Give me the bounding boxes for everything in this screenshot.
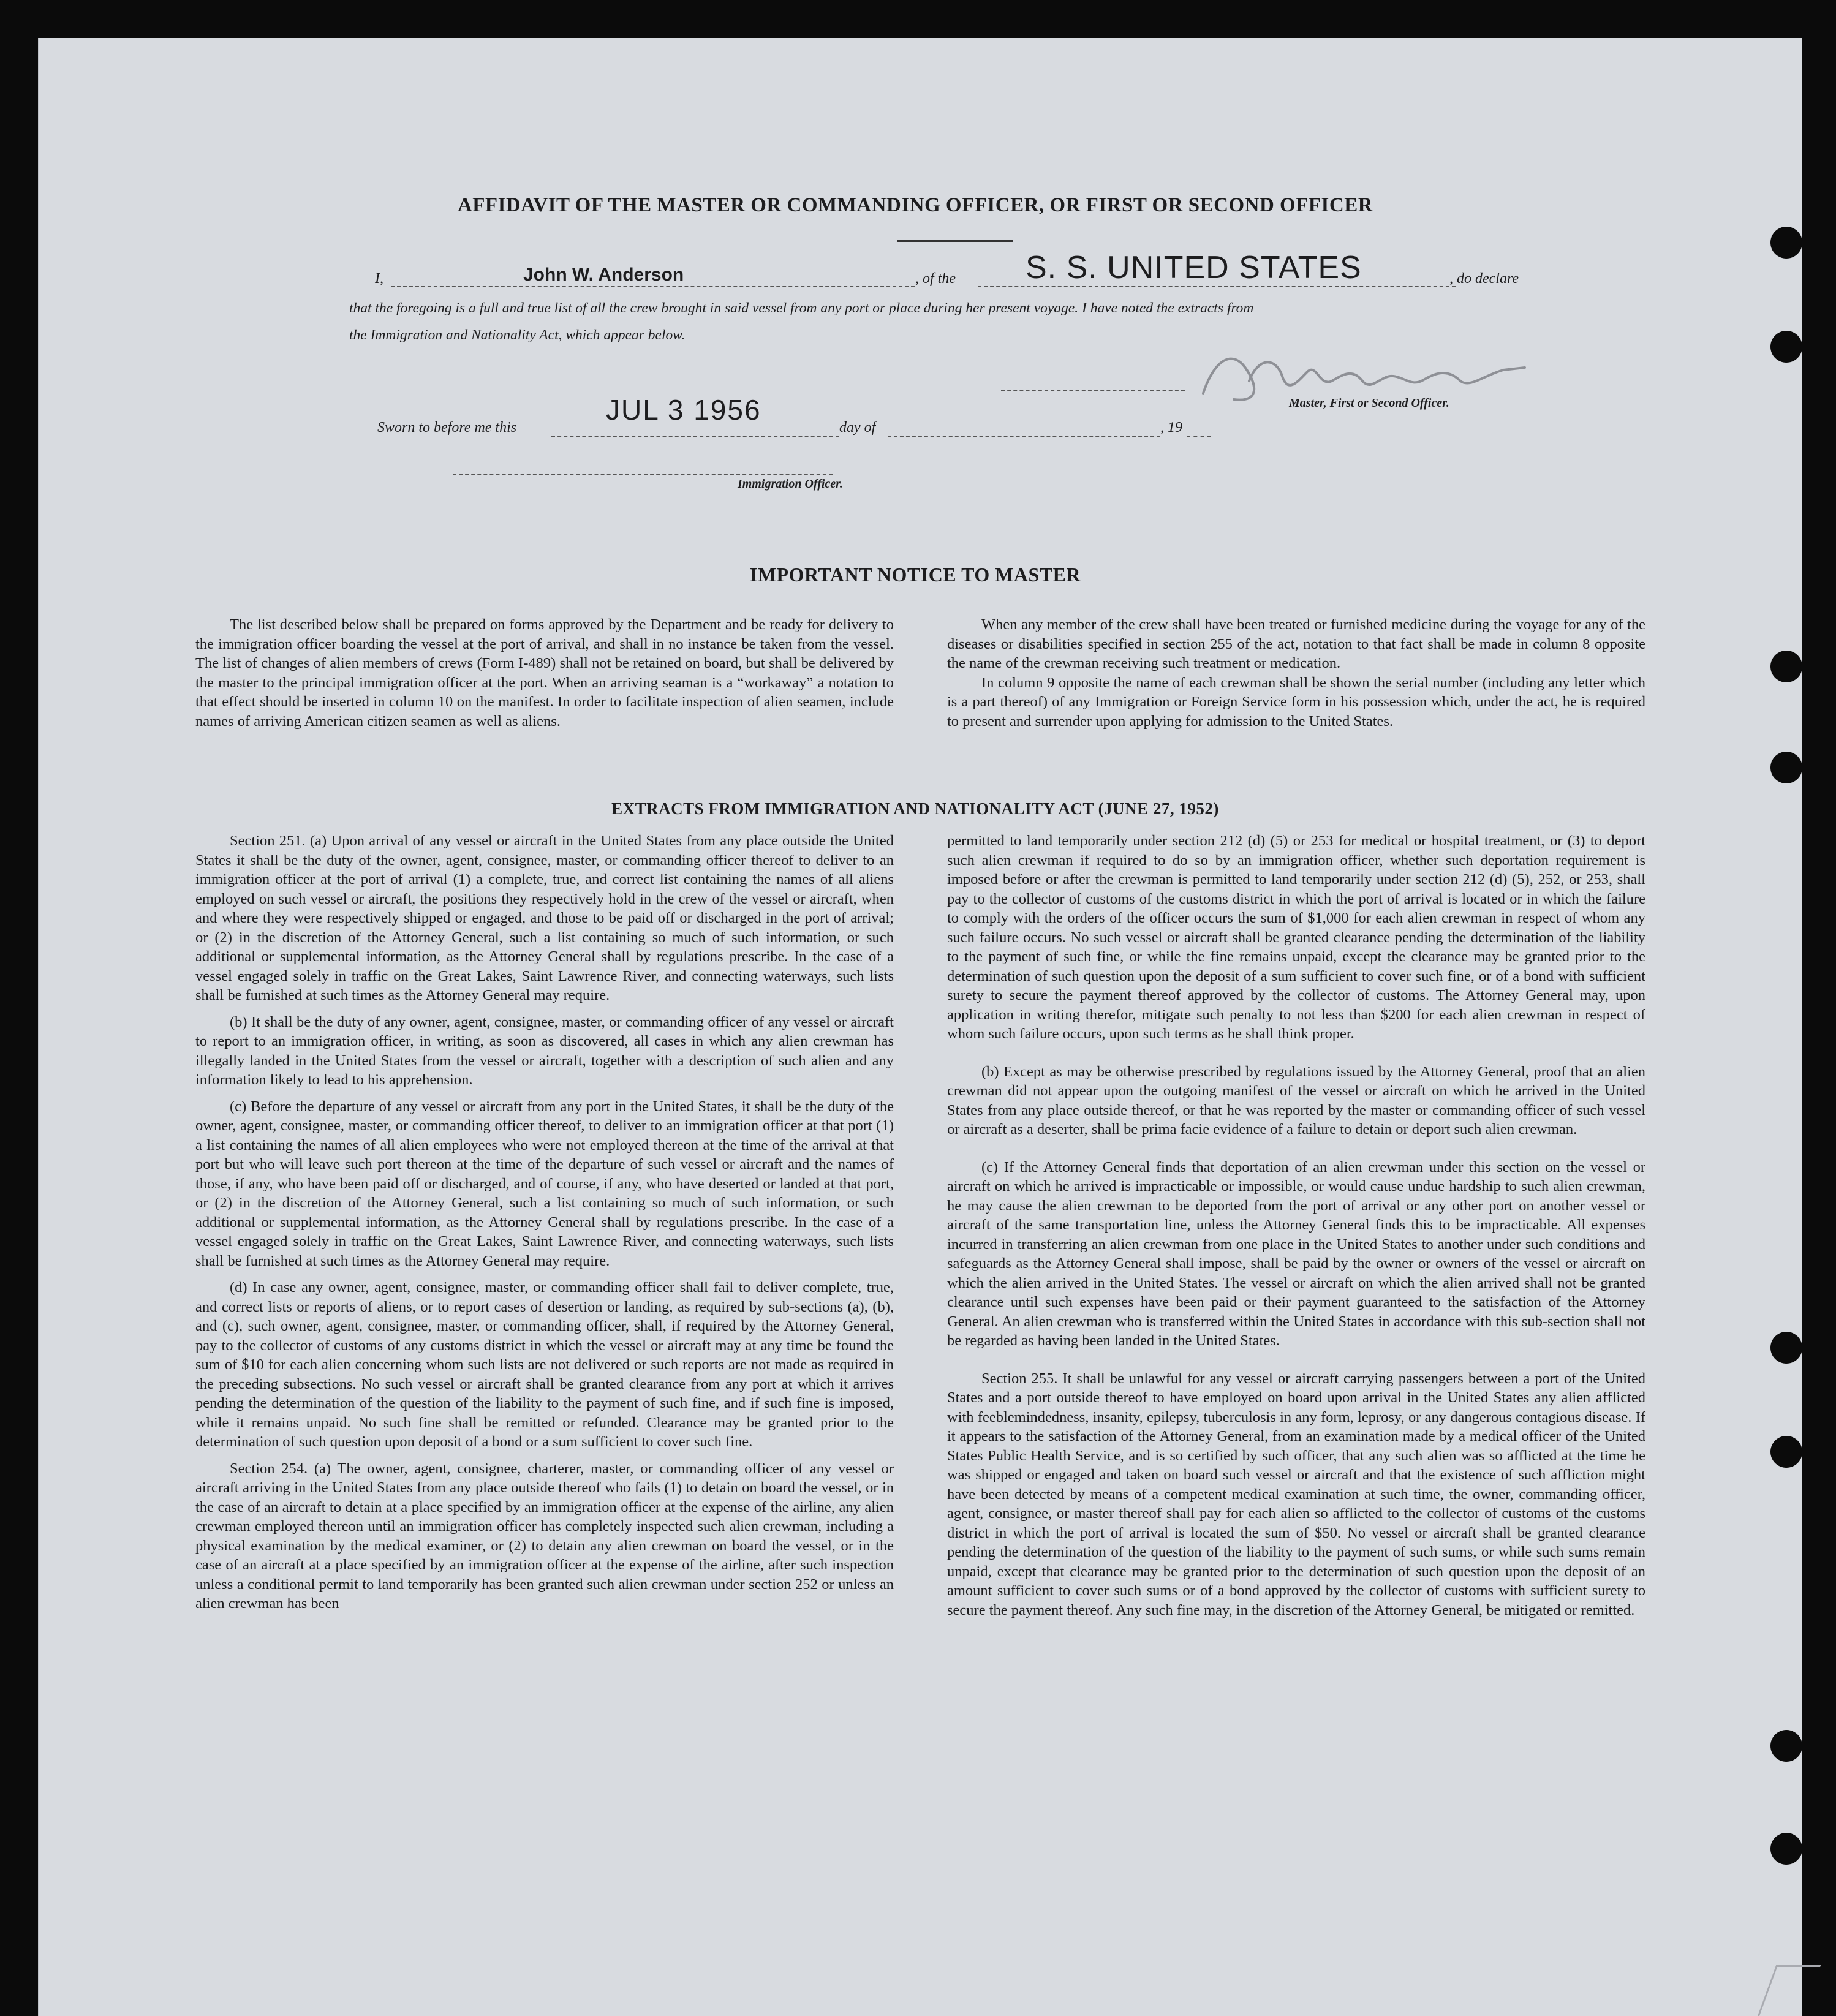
affidavit-statement-1: that the foregoing is a full and true list of all the crew brought in said vessel from any port or place during her present voyage. I have noted the extracts from bbox=[349, 300, 1254, 316]
section-251a: Section 251. (a) Upon arrival of any vessel or aircraft in the United States from any place outside the United States it shall be the duty of the owner, agent, consignee, master, or commanding officer thereof to deliver to an immigration officer at the port of arrival (1) a complete, true, and correct list containing the names of all aliens employed on such vessel or aircraft, the positions they respectively hold in the crew of the vessel or aircraft, when and where they were respectively shipped or engaged, and those to be paid off or discharged in the port of arrival; or (2) in the discretion of the Attorney General, such a list containing so much of such information, or such additional or supplemental information, as the Attorney General shall by regulations prescribe. In the case of a vessel engaged solely in traffic on the Great Lakes, Saint Lawrence River, and connecting waterways, such lists shall be furnished at such times as the Attorney General may require. bbox=[195, 832, 894, 1003]
of-the-label: , of the bbox=[915, 271, 956, 287]
notice-right-paragraph-2: In column 9 opposite the name of each crewman shall be shown the serial number (including any letter which is a part thereof) of any Immigration or Foreign Service form in his possession which, under the act, he is required to present and surrender upon applying for admission to the United States. bbox=[947, 674, 1645, 730]
punch-hole bbox=[1770, 752, 1802, 783]
officer-line bbox=[453, 474, 833, 475]
extracts-right-column bbox=[947, 831, 1645, 1620]
master-name: John W. Anderson bbox=[523, 265, 684, 285]
notice-left-column bbox=[195, 615, 894, 731]
sworn-date-stamp: JUL 3 1956 bbox=[606, 394, 761, 426]
punch-hole bbox=[1770, 1730, 1802, 1762]
section-254a-continued: permitted to land temporarily under section 212 (d) (5) or 253 for medical or hospital treatment, or (3) to deport such alien crewman if required to do so by an immigration officer, whether such deportation requirement is imposed before or after the crewman is permitted to land temporarily under section 212 (d) (5), 252, or 253, shall pay to the collector of customs of the customs district in which the port of arrival is located or in which the failure to comply with the orders of the officer occurs the sum of $1,000 for each alien crewman in respect of whom any such failure occurs. No such vessel or aircraft shall be granted clearance pending the determination of the liability to the payment of such fine, or while the fine remains unpaid, except the clearance may be granted prior to the determination of such question upon the deposit of a sum sufficient to cover such fine, or of a bond with sufficient surety to secure the payment thereof approved by the collector of customs. The Attorney General may, upon application in writing therefor, mitigate such penalty to not less than $200 for each alien crewman in respect of whom such failure occurs, upon such terms as he shall think proper. bbox=[947, 832, 1645, 1042]
notice-left-paragraph: The list described below shall be prepared on forms approved by the Department and be ready for delivery to the immigration officer boarding the vessel at the port of arrival, and shall in no instance be taken from the vessel. The list of changes of alien members of crews (Form I-489) shall not be retained on board, but shall be delivered by the master to the principal immigration officer at the port. When an arriving seaman is a “workaway” a notation to that effect should be inserted in column 10 on the manifest. In order to facilitate inspection of alien seamen, include names of arriving American citizen seamen as well as aliens. bbox=[195, 616, 894, 730]
section-254b: (b) Except as may be otherwise prescribed by regulations issued by the Attorney General, proof that an alien crewman did not appear upon the outgoing manifest of the vessel or aircraft on which he arrived in the United States from any place outside thereof, or that he was reported by the master or commanding officer of such vessel or aircraft as a deserter, shall be prima facie evidence of a failure to detain or deport such alien crewman. bbox=[947, 1063, 1645, 1138]
notice-heading: IMPORTANT NOTICE TO MASTER bbox=[749, 564, 1081, 586]
section-251b: (b) It shall be the duty of any owner, agent, consignee, master, or commanding officer of any vessel or aircraft to report to an immigration officer, in writing, as soon as discovered, all cases in which any alien crewman has illegally landed in the United States from the vessel or aircraft, together with a description of such alien and any information likely to lead to his apprehension. bbox=[195, 1013, 894, 1088]
signature-label: Master, First or Second Officer. bbox=[1289, 396, 1449, 410]
section-254a: Section 254. (a) The owner, agent, consignee, charterer, master, or commanding officer of any vessel or aircraft arriving in the United States from any place outside thereof who fails (1) to detain on board the vessel, or in the case of an aircraft to detain at a place specified by an immigration officer at the expense of the airline, any alien crewman employed thereon until an immigration officer has completely inspected such alien crewman, including a physical examination by the medical examiner, or (2) to detain any alien crewman on board the vessel, or in the case of an aircraft at a place specified by an immigration officer at the expense of the airline, after such inspection unless a conditional permit to land temporarily has been granted such alien crewman under section 252 or unless an alien crewman has been bbox=[195, 1460, 894, 1612]
section-255: Section 255. It shall be unlawful for any vessel or aircraft carrying passengers between a port of the United States and a port outside thereof to have employed on board upon arrival in the United States any alien afflicted with feeblemindedness, insanity, epilepsy, tuberculosis in any form, leprosy, or any dangerous contagious disease. If it appears to the satisfaction of the Attorney General, from an examination made by a medical officer of the United States Public Health Service, and is so certified by such officer, that any such alien was so afflicted at the time he was shipped or engaged and taken on board such vessel or aircraft and that the existence of such affliction might have been detected by means of a competent medical examination at such time, the owner, commanding officer, agent, consignee, or master thereof shall pay for each alien so afflicted to the collector of customs of the customs district in which the port of arrival is located the sum of $50. No vessel or aircraft shall be granted clearance pending the determination of the question of the liability to the payment of such sums, or while such sums remain unpaid, except that clearance may be granted prior to the determination of such question upon the deposit of an amount sufficient to cover such sums or of a bond approved by the collector of customs with sufficient surety to secure the payment thereof. Any such fine may, in the discretion of the Attorney General, be mitigated or remitted. bbox=[947, 1370, 1645, 1618]
punch-hole bbox=[1770, 651, 1802, 682]
name-line bbox=[391, 286, 915, 287]
vessel-name: S. S. UNITED STATES bbox=[1026, 250, 1362, 285]
punch-hole bbox=[1770, 331, 1802, 363]
punch-hole bbox=[1770, 1332, 1802, 1364]
year-line bbox=[1187, 436, 1211, 437]
punch-hole bbox=[1770, 1436, 1802, 1468]
section-251d: (d) In case any owner, agent, consignee, master, or commanding officer shall fail to deliver complete, true, and correct lists or reports of aliens, or to report cases of desertion or landing, as required by sub-sections (a), (b), and (c), such owner, agent, consignee, master, or commanding officer, shall, if required by the Attorney General, pay to the collector of customs of any customs district in which the vessel or aircraft may at any time be found the sum of $10 for each alien concerning whom such lists are not delivered or such reports are not made as required in the preceding subsections. No such vessel or aircraft shall be granted clearance from any port at which it arrives pending the determination of the question of the liability to the payment of such fine, and if such fine is imposed, while it remains unpaid. No such fine shall be remitted or refunded. Clearance may be granted prior to the determination of such question upon deposit of a bond or a sum sufficient to cover such fine. bbox=[195, 1279, 894, 1450]
affidavit-statement-2: the Immigration and Nationality Act, which appear below. bbox=[349, 327, 686, 343]
affidavit-title: AFFIDAVIT OF THE MASTER OR COMMANDING OFFICER, OR FIRST OR SECOND OFFICER bbox=[457, 194, 1373, 216]
notice-right-column bbox=[947, 615, 1645, 731]
do-declare-label: , do declare bbox=[1449, 271, 1519, 287]
month-line bbox=[888, 436, 1160, 437]
section-251c: (c) Before the departure of any vessel or aircraft from any port in the United States, it shall be the duty of the owner, agent, consignee, master, or commanding officer thereof, to deliver to an immigration officer at that port (1) a list containing the names of all alien employees who were not employed thereon at the time of the arrival at that port but who will leave such port thereon at the time of the departure of such vessel or aircraft and the names of those, if any, who have been paid off or discharged, and of course, if any, who have deserted or landed at that port, or (2) in the discretion of the Attorney General, such a list containing so much of such information, or such additional or supplemental information, as the Attorney General shall by regulations prescribe. In the case of a vessel engaged solely in traffic on the Great Lakes, Saint Lawrence River, and connecting waterways, such lists shall be furnished at such times as the Attorney General may require. bbox=[195, 1098, 894, 1269]
section-254c: (c) If the Attorney General finds that deportation of an alien crewman under this section on the vessel or aircraft on which he arrived is impracticable or impossible, or would cause undue hardship to such alien crewman, he may cause the alien crewman to be deported from the port of arrival or any other port on another vessel or aircraft of the same transportation line, unless the Attorney General finds this to be impracticable. All expenses incurred in transferring an alien crewman from one place in the United States to another under such conditions and safeguards as the Attorney General shall impose, shall be paid by the owner or owners of the vessel or aircraft on which the alien arrived in the United States. The vessel or aircraft on which the alien arrived shall not be granted clearance until such expenses have been paid or their payment guaranteed to the satisfaction of the Attorney General. An alien crewman who is transferred within the United States in accordance with this sub-section shall not be regarded as having been landed in the United States. bbox=[947, 1158, 1645, 1349]
signature-line bbox=[1001, 390, 1185, 391]
extracts-left-column bbox=[195, 831, 894, 1614]
year-prefix: , 19 bbox=[1160, 420, 1182, 436]
folded-corner bbox=[1758, 1965, 1821, 2016]
notice-right-paragraph-1: When any member of the crew shall have been treated or furnished medicine during the voyage for any of the diseases or disabilities specified in section 255 of the act, notation to that fact shall be made in column 8 opposite the name of the crewman receiving such treatment or medication. bbox=[947, 616, 1645, 671]
punch-hole bbox=[1770, 1833, 1802, 1865]
document-page bbox=[38, 38, 1802, 2016]
day-of-label: day of bbox=[839, 420, 876, 436]
affidavit-prefix: I, bbox=[375, 271, 383, 287]
sworn-day-line bbox=[551, 436, 839, 437]
vessel-line bbox=[978, 286, 1456, 287]
title-rule bbox=[897, 240, 1013, 242]
extracts-heading: EXTRACTS FROM IMMIGRATION AND NATIONALITY ACT (JUNE 27, 1952) bbox=[611, 799, 1219, 818]
punch-hole bbox=[1770, 227, 1802, 259]
sworn-prefix: Sworn to before me this bbox=[377, 420, 517, 436]
officer-label: Immigration Officer. bbox=[738, 477, 843, 491]
